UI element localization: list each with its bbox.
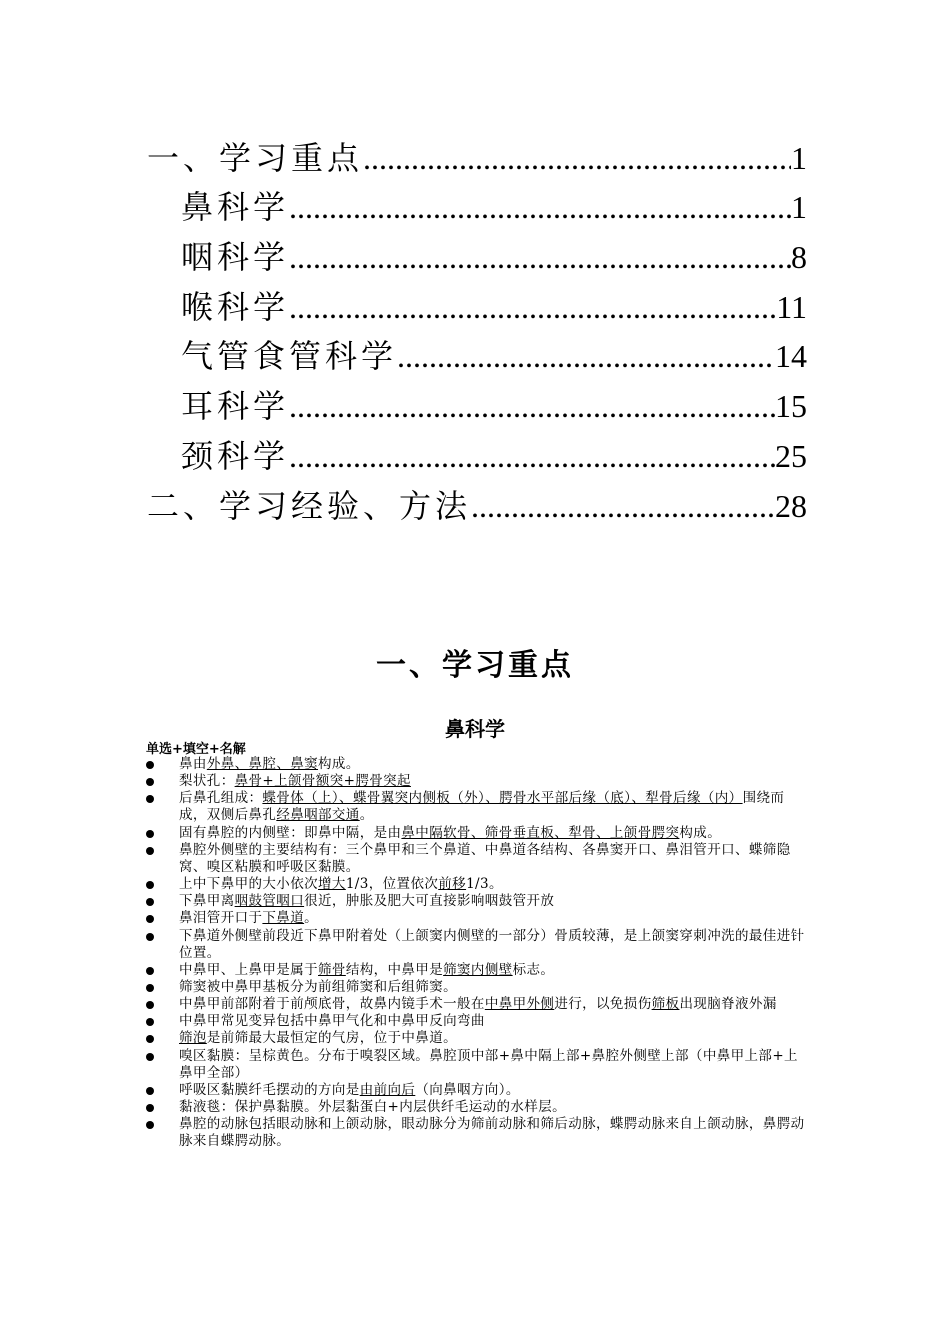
- list-item: [146, 1030, 808, 1047]
- bullet-text: 进行，以免损伤: [554, 996, 652, 1013]
- bullet-dot-icon: [146, 1104, 154, 1112]
- bullet-text: 上中下鼻甲的大小依次: [179, 875, 318, 892]
- bullet-dot-icon: [146, 830, 154, 838]
- underlined-key-term: 鼻中隔软骨、筛骨垂直板、犁骨、上颌骨腭突: [401, 824, 680, 841]
- underlined-key-term: 筛板: [651, 996, 680, 1013]
- toc-page-number: 15: [775, 388, 807, 425]
- bullet-text: 中鼻甲、上鼻甲是属于: [179, 961, 318, 978]
- toc-leader-dots: [289, 436, 775, 476]
- list-item: [146, 842, 808, 876]
- toc-leader-dots: [289, 187, 791, 227]
- toc-leader-dots: [363, 138, 791, 178]
- bullet-text: 构成。: [679, 824, 722, 841]
- question-types-label: 单选+填空+名解: [146, 742, 246, 757]
- bullet-text: 是前筛最大最恒定的气房，位于中鼻道。: [206, 1030, 458, 1047]
- list-item: [146, 756, 808, 773]
- table-of-contents: [147, 128, 807, 526]
- bullet-text: 出现脑脊液外漏: [679, 996, 777, 1013]
- bullet-text: 。: [359, 807, 374, 824]
- bullet-text: （向鼻咽方向）。: [415, 1081, 520, 1098]
- toc-page-number: 14: [775, 338, 807, 375]
- underlined-key-term: 蝶骨体（上）、蝶骨翼突内侧板（外）、腭骨水平部后缘（底）、犁骨后缘（内）: [262, 790, 743, 807]
- toc-leader-dots: [289, 287, 776, 327]
- toc-page-number: 1: [791, 189, 807, 226]
- list-item: [146, 928, 808, 962]
- toc-entry[interactable]: [147, 277, 807, 327]
- toc-entry[interactable]: [147, 426, 807, 476]
- toc-entry-title: 颈科学: [181, 436, 290, 475]
- underlined-key-term: 筛骨: [318, 961, 346, 978]
- bullet-text: 。: [304, 910, 319, 927]
- list-item: [146, 893, 808, 910]
- bullet-dot-icon: [146, 933, 154, 941]
- bullet-text: 结构，中鼻甲是: [345, 961, 444, 978]
- underlined-key-term: 由前向后: [359, 1081, 416, 1098]
- toc-entry[interactable]: [147, 376, 807, 426]
- bullet-dot-icon: [146, 761, 154, 769]
- toc-entry[interactable]: [147, 227, 807, 277]
- bullet-dot-icon: [146, 1018, 154, 1026]
- bullet-dot-icon: [146, 778, 154, 786]
- underlined-key-term: 下鼻道: [262, 910, 305, 927]
- bullet-dot-icon: [146, 967, 154, 975]
- toc-leader-dots: [397, 336, 775, 376]
- toc-leader-dots: [289, 386, 775, 426]
- list-item: [146, 979, 808, 996]
- toc-entry[interactable]: [147, 178, 807, 228]
- bullet-dot-icon: [146, 1053, 154, 1061]
- section-heading: 一、学习重点: [376, 648, 574, 683]
- bullet-text: 鼻泪管开口于: [179, 910, 263, 927]
- underlined-key-term: 增大: [318, 875, 346, 892]
- bullet-list: [146, 756, 808, 1150]
- bullet-text: 1/3。: [466, 875, 503, 892]
- list-item: [146, 962, 808, 979]
- toc-entry-title: 气管食管科学: [181, 337, 398, 376]
- toc-leader-dots: [471, 486, 775, 526]
- toc-entry-title: 二、学习经验、方法: [147, 486, 472, 525]
- toc-entry-title: 咽科学: [181, 238, 290, 277]
- underlined-key-term: 外鼻、鼻腔、鼻窦: [206, 756, 319, 772]
- toc-leader-dots: [289, 237, 791, 277]
- bullet-text: 围绕而成，双侧后鼻孔: [179, 790, 785, 824]
- underlined-key-term: 筛窦内侧壁: [443, 961, 513, 978]
- toc-page-number: 11: [776, 288, 807, 325]
- toc-entry-title: 耳科学: [181, 387, 290, 426]
- bullet-text: 中鼻甲常见变异包括中鼻甲气化和中鼻甲反向弯曲: [179, 1013, 485, 1030]
- list-item: [146, 1082, 808, 1099]
- bullet-text: 构成。: [318, 756, 360, 772]
- underlined-key-term: 鼻骨+上颌骨额突+腭骨突起: [234, 773, 411, 790]
- bullet-dot-icon: [146, 881, 154, 889]
- toc-page-number: 8: [791, 239, 807, 276]
- toc-page-number: 28: [775, 487, 807, 524]
- toc-entry[interactable]: [147, 327, 807, 377]
- bullet-text: 梨状孔：: [179, 773, 235, 790]
- toc-page-number: 25: [775, 437, 807, 474]
- list-item: [146, 825, 808, 842]
- bullet-text: 固有鼻腔的内侧壁：即鼻中隔，是由: [179, 824, 402, 841]
- list-item: [146, 1099, 808, 1116]
- subsection-heading: 鼻科学: [445, 717, 505, 741]
- toc-entry[interactable]: [147, 128, 807, 178]
- list-item: [146, 790, 808, 824]
- bullet-text: 鼻腔外侧壁的主要结构有：三个鼻甲和三个鼻道、中鼻道各结构、各鼻窦开口、鼻泪管开口、蝶筛隐窝、嗅区粘膜和呼吸区黏膜。: [179, 841, 791, 875]
- bullet-dot-icon: [146, 1121, 154, 1129]
- list-item: [146, 773, 808, 790]
- toc-entry-title: 喉科学: [181, 287, 290, 326]
- list-item: [146, 1013, 808, 1030]
- toc-entry-title: 鼻科学: [181, 188, 290, 227]
- bullet-text: 筛窦被中鼻甲基板分为前组筛窦和后组筛窦。: [179, 978, 457, 995]
- bullet-text: 下鼻甲离: [179, 893, 235, 910]
- toc-entry[interactable]: [147, 476, 807, 526]
- bullet-dot-icon: [146, 898, 154, 906]
- underlined-key-term: 经鼻咽部交通: [276, 807, 360, 824]
- underlined-key-term: 筛泡: [179, 1030, 207, 1047]
- toc-page-number: 1: [791, 139, 807, 176]
- bullet-text: 标志。: [512, 961, 555, 978]
- bullet-text: 1/3，位置依次: [345, 875, 439, 892]
- list-item: [146, 1048, 808, 1082]
- bullet-text: 下鼻道外侧壁前段近下鼻甲附着处（上颌窦内侧壁的一部分）骨质较薄，是上颌窦穿刺冲洗的最佳进针位置。: [179, 927, 805, 961]
- bullet-text: 很近，肿胀及肥大可直接影响咽鼓管开放: [304, 893, 555, 910]
- bullet-dot-icon: [146, 1087, 154, 1095]
- list-item: [146, 1116, 808, 1150]
- bullet-dot-icon: [146, 1035, 154, 1043]
- list-item: [146, 910, 808, 927]
- bullet-text: 鼻腔的动脉包括眼动脉和上颌动脉，眼动脉分为筛前动脉和筛后动脉，蝶腭动脉来自上颌动脉，鼻腭动脉来自蝶腭动脉。: [179, 1116, 805, 1150]
- bullet-text: 中鼻甲前部附着于前颅底骨，故鼻内镜手术一般在: [179, 996, 485, 1013]
- underlined-key-term: 前移: [438, 875, 467, 892]
- bullet-dot-icon: [146, 915, 154, 923]
- list-item: [146, 876, 808, 893]
- bullet-text: 呼吸区黏膜纤毛摆动的方向是: [179, 1081, 360, 1098]
- bullet-dot-icon: [146, 984, 154, 992]
- list-item: [146, 996, 808, 1013]
- bullet-text: 黏液毯：保护鼻黏膜。外层黏蛋白+内层供纤毛运动的水样层。: [179, 1099, 567, 1115]
- bullet-dot-icon: [146, 795, 154, 803]
- bullet-dot-icon: [146, 847, 154, 855]
- bullet-dot-icon: [146, 1001, 154, 1009]
- bullet-text: 后鼻孔组成：: [179, 790, 263, 807]
- bullet-text: 嗅区黏膜：呈棕黄色。分布于嗅裂区域。鼻腔顶中部+鼻中隔上部+鼻腔外侧壁上部（中鼻甲上部+上鼻甲全部）: [179, 1047, 798, 1081]
- underlined-key-term: 咽鼓管咽口: [234, 893, 305, 910]
- underlined-key-term: 中鼻甲外侧: [484, 996, 555, 1013]
- bullet-text: 鼻由: [179, 756, 207, 772]
- toc-entry-title: 一、学习重点: [147, 138, 364, 177]
